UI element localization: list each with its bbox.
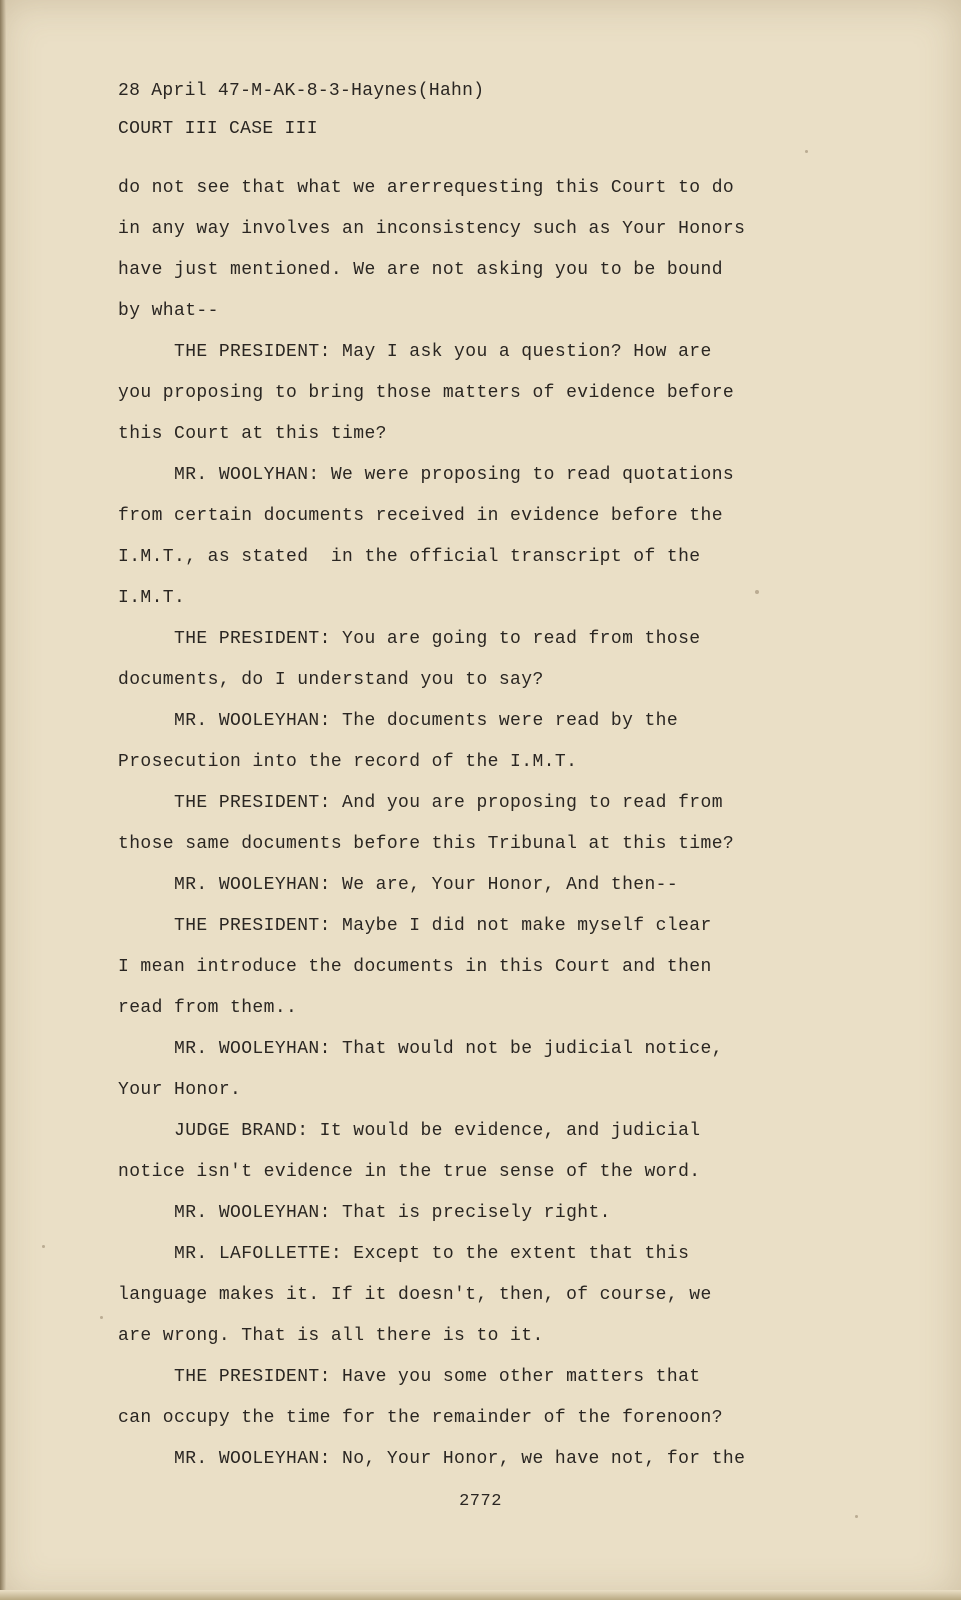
transcript-line: MR. WOOLEYHAN: We are, Your Honor, And then-- [118,875,679,895]
transcript-line: I.M.T., as stated in the official transcript of the [118,547,701,567]
transcript-line: you proposing to bring those matters of evidence before [118,383,735,403]
transcript-line: in any way involves an inconsistency such as Your Honors [118,219,746,239]
transcript-line: THE PRESIDENT: And you are proposing to read from [118,793,723,813]
transcript-line: those same documents before this Tribunal at this time? [118,834,735,854]
transcript-line: THE PRESIDENT: Maybe I did not make myself clear [118,916,712,936]
transcript-line: do not see that what we arerrequesting this Court to do [118,178,735,198]
transcript-line: can occupy the time for the remainder of the forenoon? [118,1408,723,1428]
paper-speck [42,1245,45,1248]
transcript-line: read from them.. [118,998,298,1018]
transcript-line: Your Honor. [118,1080,242,1100]
transcript-line: by what-- [118,301,219,321]
transcript-line: from certain documents received in evidence before the [118,506,723,526]
header-date-reference: 28 April 47-M-AK-8-3-Haynes(Hahn) [118,81,485,101]
transcript-body [118,168,818,1480]
page-header [118,72,484,148]
transcript-line: MR. LAFOLLETTE: Except to the extent that this [118,1244,690,1264]
transcript-line: MR. WOOLYHAN: We were proposing to read quotations [118,465,735,485]
transcript-line: MR. WOOLEYHAN: The documents were read by the [118,711,679,731]
transcript-line: documents, do I understand you to say? [118,670,544,690]
transcript-line: THE PRESIDENT: May I ask you a question? How are [118,342,712,362]
transcript-line: MR. WOOLEYHAN: That is precisely right. [118,1203,611,1223]
transcript-line: are wrong. That is all there is to it. [118,1326,544,1346]
page-left-edge [0,0,6,1600]
paper-speck [755,590,759,594]
transcript-line: I.M.T. [118,588,186,608]
transcript-line: notice isn't evidence in the true sense of the word. [118,1162,701,1182]
transcript-line: Prosecution into the record of the I.M.T. [118,752,578,772]
paper-speck [805,150,808,153]
header-court-case: COURT III CASE III [118,119,318,139]
transcript-line: JUDGE BRAND: It would be evidence, and judicial [118,1121,701,1141]
paper-speck [100,1316,103,1319]
page-number: 2772 [459,1492,502,1511]
transcript-line: have just mentioned. We are not asking you to be bound [118,260,723,280]
paper-speck [855,1515,858,1518]
page-bottom-edge [0,1590,961,1600]
transcript-line: language makes it. If it doesn't, then, of course, we [118,1285,712,1305]
transcript-line: this Court at this time? [118,424,387,444]
transcript-line: THE PRESIDENT: You are going to read from those [118,629,701,649]
transcript-line: MR. WOOLEYHAN: No, Your Honor, we have not, for the [118,1449,746,1469]
transcript-line: THE PRESIDENT: Have you some other matters that [118,1367,701,1387]
transcript-line: I mean introduce the documents in this Court and then [118,957,712,977]
transcript-line: MR. WOOLEYHAN: That would not be judicial notice, [118,1039,723,1059]
